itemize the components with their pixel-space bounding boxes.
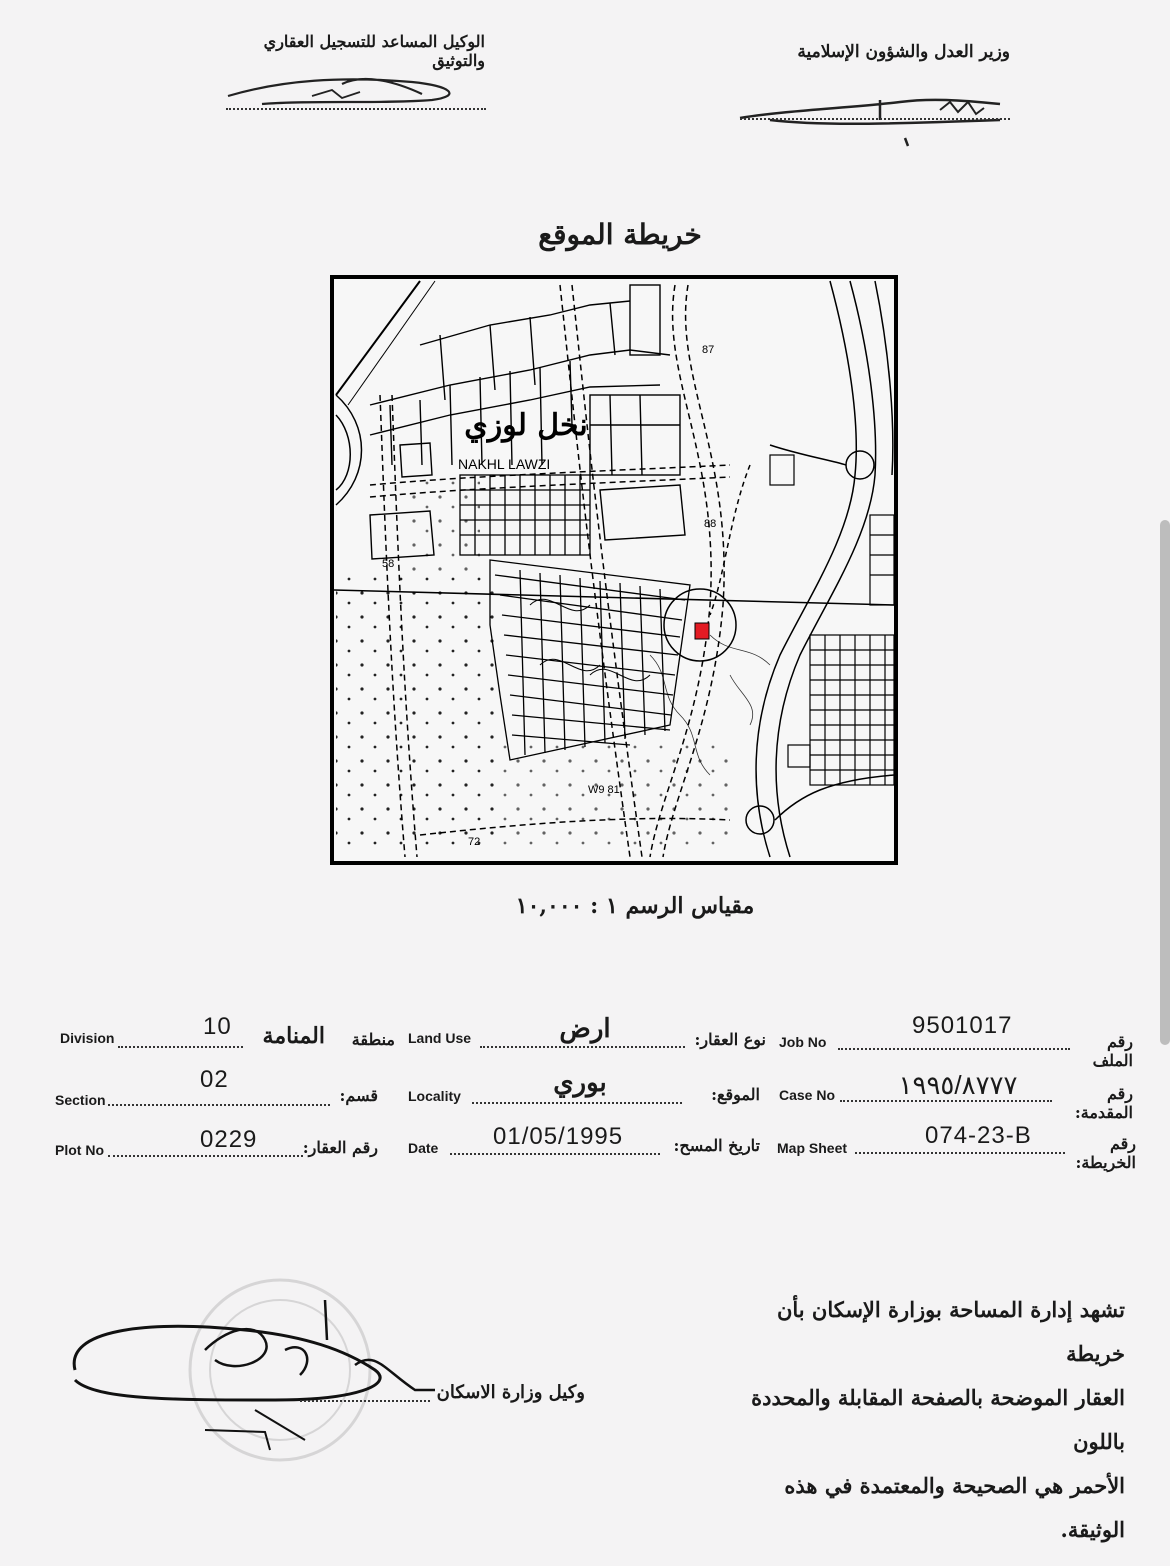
property-marker xyxy=(695,623,709,639)
spot-label-w981: W9 81 xyxy=(588,784,620,796)
case-no-value: ١٩٩٥/٨٧٧٧ xyxy=(898,1070,1018,1100)
assistant-undersecretary-signature xyxy=(222,70,502,120)
plot-no-label-ar: رقم العقار: xyxy=(302,1138,378,1157)
date-value: 01/05/1995 xyxy=(493,1123,624,1150)
spot-label-72: 72 xyxy=(468,836,481,848)
location-map xyxy=(330,275,898,865)
undersecretary-signature xyxy=(55,1290,435,1470)
section-value: 02 xyxy=(200,1066,229,1093)
map-title: خريطة الموقع xyxy=(538,218,702,251)
map-sheet-value: 074-23-B xyxy=(925,1122,1032,1149)
section-label: Section xyxy=(55,1092,106,1108)
plot-no-label: Plot No xyxy=(55,1142,104,1158)
case-no-label-ar: رقم المقدمة: xyxy=(1074,1084,1133,1122)
date-label: Date xyxy=(408,1140,439,1156)
division-label-ar: منطقة xyxy=(351,1030,395,1049)
job-no-label-ar: رقم الملف xyxy=(1092,1032,1133,1070)
division-value: 10 xyxy=(203,1013,232,1040)
minister-signature xyxy=(730,80,1030,150)
plot-no-value: 0229 xyxy=(200,1126,258,1153)
section-label-ar: قسم: xyxy=(339,1086,378,1105)
job-no-value: 9501017 xyxy=(912,1012,1013,1039)
spot-label-58: 58 xyxy=(382,558,395,570)
map-scale: مقياس الرسم ١ : ١٠,٠٠٠ xyxy=(515,893,755,919)
assistant-undersecretary-title: الوكيل المساعد للتسجيل العقاري والتوثيق xyxy=(263,32,485,70)
division-label: Division xyxy=(60,1030,115,1046)
locality-label: Locality xyxy=(408,1088,461,1104)
certification-line-2: العقار الموضحة بالصفحة المقابلة والمحددة باللون xyxy=(751,1385,1125,1454)
certification-line-3: الأحمر هي الصحيحة والمعتمدة في هذه الوثيقة. xyxy=(784,1473,1125,1542)
minister-title: وزير العدل والشؤون الإسلامية xyxy=(797,42,1010,62)
land-use-label-ar: نوع العقار: xyxy=(694,1030,766,1049)
job-no-label: Job No xyxy=(779,1034,827,1050)
area-label-en: NAKHL LAWZI xyxy=(458,456,551,472)
spot-label-88: 88 xyxy=(704,518,717,530)
division-handwritten: المنامة xyxy=(262,1023,325,1049)
land-use-value: ارض xyxy=(559,1014,611,1044)
locality-value: بوري xyxy=(553,1068,607,1098)
certification-line-1: تشهد إدارة المساحة بوزارة الإسكان بأن خريطة xyxy=(776,1297,1125,1366)
certification-text xyxy=(715,1288,1125,1552)
spot-label-87: 87 xyxy=(702,344,715,356)
vertical-scrollbar[interactable] xyxy=(1160,520,1170,1045)
signatory-title: وكيل وزارة الاسكان xyxy=(436,1382,585,1403)
date-label-ar: تاريخ المسح: xyxy=(673,1136,760,1155)
map-sheet-label-ar: رقم الخريطة: xyxy=(1075,1134,1136,1172)
area-label-ar: نخل لوزي xyxy=(464,408,588,443)
land-use-label: Land Use xyxy=(408,1030,472,1046)
map-sheet-label: Map Sheet xyxy=(777,1140,848,1156)
case-no-label: Case No xyxy=(779,1087,836,1103)
locality-label-ar: الموقع: xyxy=(711,1085,760,1104)
